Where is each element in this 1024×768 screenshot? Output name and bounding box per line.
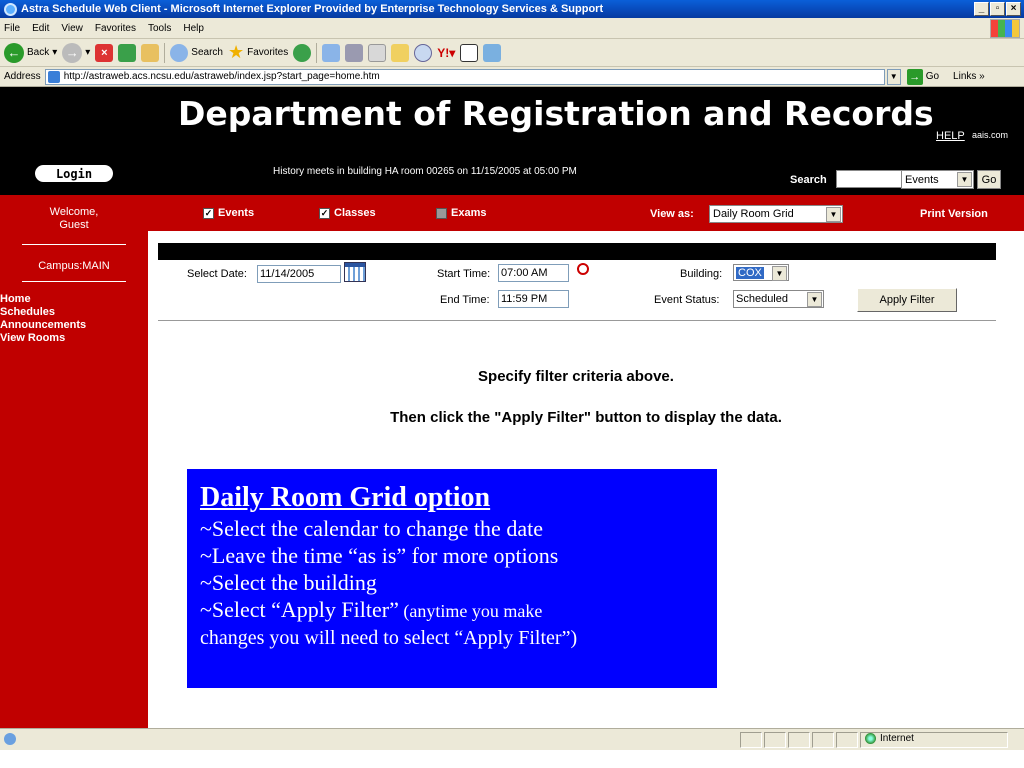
- address-dropdown[interactable]: ▼: [887, 69, 901, 85]
- building-select[interactable]: [733, 264, 789, 281]
- print-icon[interactable]: [345, 44, 363, 62]
- address-label: Address: [4, 71, 41, 82]
- chevron-down-icon: ▼: [826, 207, 841, 222]
- toolbar-separator: [316, 43, 317, 63]
- content-header-bar: [158, 243, 996, 260]
- menu-tools[interactable]: Tools: [147, 22, 172, 34]
- search-button[interactable]: [170, 44, 223, 62]
- view-as-select[interactable]: [709, 205, 843, 223]
- minimize-button[interactable]: _: [974, 2, 989, 16]
- go-label: Go: [925, 71, 940, 82]
- search-icon: [170, 44, 188, 62]
- events-label: Events: [218, 207, 255, 219]
- search-label: Search: [790, 174, 827, 186]
- zone-label: Internet: [880, 733, 914, 744]
- window-titlebar: [0, 0, 1024, 18]
- menu-file[interactable]: File: [4, 22, 21, 34]
- callout-heading: Daily Room Grid option: [200, 482, 491, 513]
- links-label: Links: [953, 71, 977, 82]
- exams-label: Exams: [451, 207, 487, 219]
- callout-note: (anytime you make: [398, 601, 543, 621]
- go-button[interactable]: [907, 69, 939, 85]
- search-label: Search: [191, 47, 223, 58]
- browser-toolbar: [0, 39, 1024, 67]
- status-pane: [764, 732, 786, 748]
- maximize-button[interactable]: ▫: [990, 2, 1005, 16]
- sidebar-item-home[interactable]: Home: [0, 293, 31, 305]
- status-pane: [740, 732, 762, 748]
- chevron-down-icon: ▼: [772, 266, 787, 281]
- back-arrow-icon: ←: [4, 43, 24, 63]
- select-date-input[interactable]: 11/14/2005: [257, 265, 341, 283]
- filter-bar: [148, 195, 1024, 231]
- home-icon[interactable]: [141, 44, 159, 62]
- page-bottom: [0, 750, 1024, 768]
- menu-favorites[interactable]: Favorites: [94, 22, 136, 34]
- address-bar: [0, 67, 1024, 87]
- end-time-label: End Time:: [440, 294, 490, 306]
- apply-filter-button[interactable]: Apply Filter: [857, 288, 957, 312]
- edit-icon[interactable]: [368, 44, 386, 62]
- messenger-icon[interactable]: [414, 44, 432, 62]
- start-time-input[interactable]: 07:00 AM: [498, 264, 569, 282]
- event-status-value: Scheduled: [736, 293, 788, 305]
- windows-logo-icon: [990, 19, 1020, 38]
- filter-instruction-message: [0, 368, 1024, 385]
- status-pane: [788, 732, 810, 748]
- building-value: COX: [738, 266, 762, 279]
- forward-arrow-icon: →: [62, 43, 82, 63]
- event-status-label: Event Status:: [654, 294, 720, 306]
- login-button[interactable]: Login: [35, 165, 113, 182]
- go-arrow-icon: →: [907, 69, 923, 85]
- search-scope-select[interactable]: [901, 170, 974, 189]
- divider: [158, 320, 996, 321]
- brand-label: aais.com: [972, 130, 1009, 140]
- classes-checkbox[interactable]: [319, 207, 376, 219]
- back-button[interactable]: ← Back ▾: [4, 43, 57, 63]
- apply-instruction-message: Then click the "Apply Filter" button to display the data.: [390, 409, 782, 426]
- page-status-icon: [4, 733, 16, 745]
- callout-line: [200, 596, 717, 625]
- yahoo-icon[interactable]: Y!▾: [437, 45, 456, 60]
- window-title: Astra Schedule Web Client - Microsoft Internet Explorer Provided by Enterprise Technology Services & Support: [21, 3, 604, 15]
- exams-checkbox[interactable]: [436, 207, 486, 219]
- back-label: Back: [27, 47, 50, 58]
- history-icon[interactable]: [322, 44, 340, 62]
- forward-button[interactable]: → ▾: [62, 43, 90, 63]
- history-message: History meets in building HA room 00265 on 11/15/2005 at 05:00 PM: [273, 166, 577, 177]
- unchecked-box-icon: [436, 208, 447, 219]
- campus-label: Campus:MAIN: [38, 260, 110, 272]
- media-icon[interactable]: [293, 44, 311, 62]
- globe-icon: [865, 733, 876, 744]
- status-pane: [812, 732, 834, 748]
- end-time-input[interactable]: 11:59 PM: [498, 290, 569, 308]
- sidebar-item-view-rooms[interactable]: View Rooms: [0, 332, 66, 344]
- ie-icon: [4, 3, 17, 16]
- callout-text: ~Select “Apply Filter”: [200, 597, 399, 622]
- menu-view[interactable]: View: [61, 22, 83, 34]
- discuss-icon[interactable]: [483, 44, 501, 62]
- message-line: Specify filter criteria above.: [478, 368, 674, 385]
- sidebar-item-schedules[interactable]: Schedules: [0, 306, 56, 318]
- sidebar-item-announcements[interactable]: Announcements: [0, 319, 87, 331]
- toolbar-separator: [164, 43, 165, 63]
- events-checkbox[interactable]: [203, 207, 254, 219]
- address-url: http://astraweb.acs.ncsu.edu/astraweb/index.jsp?start_page=home.htm: [63, 71, 380, 82]
- start-time-label: Start Time:: [437, 268, 491, 280]
- in-label: in: [887, 174, 897, 186]
- page-title: Department of Registration and Records: [178, 94, 934, 133]
- security-zone-pane: [860, 732, 1008, 748]
- view-as-value: Daily Room Grid: [713, 208, 794, 220]
- event-status-select[interactable]: [733, 290, 824, 308]
- welcome-message: [0, 206, 148, 232]
- stop-icon[interactable]: ×: [95, 44, 113, 62]
- check-icon: ✓: [320, 207, 329, 218]
- research-icon[interactable]: [460, 44, 478, 62]
- callout-line: ~Select the calendar to change the date: [200, 516, 543, 541]
- sidebar: [0, 195, 148, 728]
- refresh-icon[interactable]: [118, 44, 136, 62]
- building-label: Building:: [680, 268, 723, 280]
- menu-bar: [0, 18, 1024, 39]
- menu-edit[interactable]: Edit: [32, 22, 50, 34]
- callout-line: changes you will need to select “Apply Filter”): [200, 627, 578, 649]
- chevron-down-icon: ▼: [807, 292, 822, 307]
- divider: [22, 281, 126, 282]
- print-version-link[interactable]: Print Version: [920, 208, 988, 220]
- search-scope-value: Events: [905, 173, 939, 186]
- status-pane: [836, 732, 858, 748]
- star-icon: ★: [227, 42, 245, 62]
- status-bar: [0, 728, 1024, 750]
- clock-icon[interactable]: [577, 263, 589, 275]
- search-go-button[interactable]: Go: [977, 170, 1001, 189]
- favorites-label: Favorites: [247, 47, 289, 58]
- welcome-user: Guest: [59, 219, 89, 231]
- calendar-icon[interactable]: [344, 262, 366, 282]
- select-date-label: Select Date:: [187, 268, 247, 280]
- view-as-label: View as:: [650, 208, 694, 220]
- page-icon: [48, 71, 60, 83]
- classes-label: Classes: [334, 207, 376, 219]
- favorites-button[interactable]: [228, 42, 288, 63]
- links-button[interactable]: Links »: [953, 71, 985, 82]
- address-input[interactable]: [45, 69, 885, 85]
- menu-help[interactable]: Help: [183, 22, 204, 34]
- welcome-line: Welcome,: [49, 206, 99, 218]
- check-icon: ✓: [204, 207, 213, 218]
- callout-line: ~Leave the time “as is” for more options: [200, 543, 559, 568]
- instruction-callout: [187, 469, 717, 688]
- chevron-down-icon: ▼: [957, 172, 972, 187]
- divider: [22, 244, 126, 245]
- help-link[interactable]: HELP: [936, 130, 965, 142]
- callout-line: ~Select the building: [200, 570, 377, 595]
- folder-icon[interactable]: [391, 44, 409, 62]
- close-button[interactable]: ×: [1006, 2, 1021, 16]
